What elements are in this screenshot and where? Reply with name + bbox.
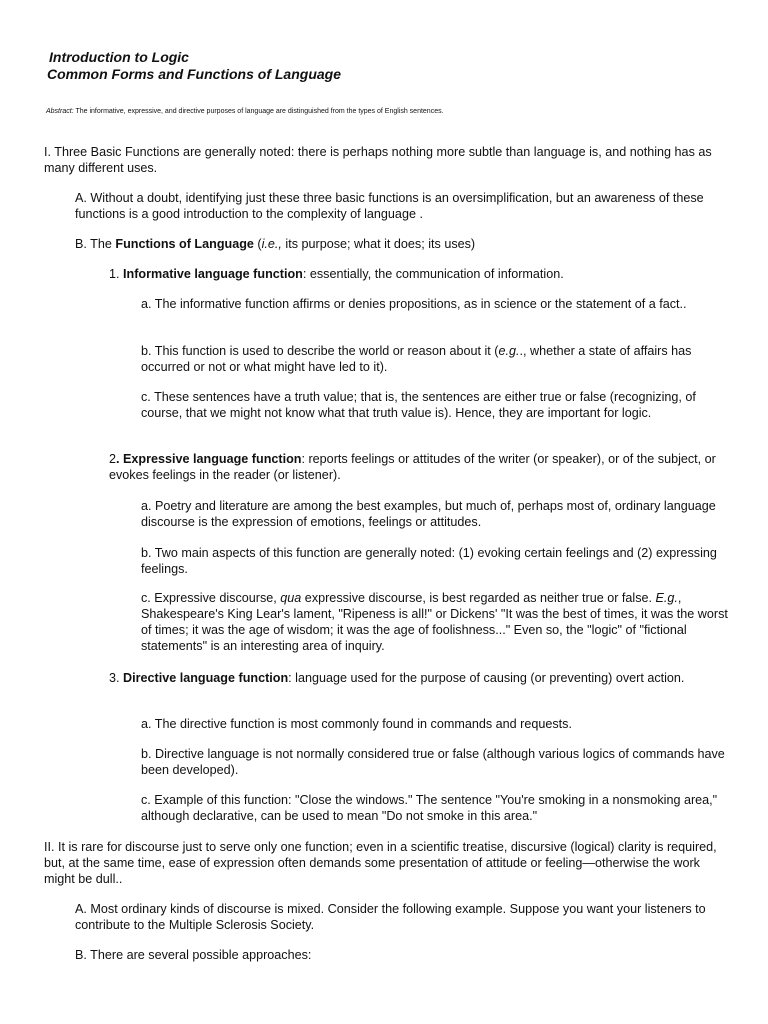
function-3-rest: : language used for the purpose of causing (or preventing) overt action. xyxy=(288,671,685,685)
function-1-b-post: ., whether a state of affairs has occurred or not or what might have led to it). xyxy=(141,344,692,374)
function-1-heading xyxy=(109,266,729,282)
section-i-b xyxy=(75,236,735,252)
section-ii: II. It is rare for discourse just to serve only one function; even in a scientific treatise, discursive (logical) clarity is required, but, at the same time, ease of expression often demands some presentation of attitude or feeling—otherwise the work might be dull.. xyxy=(44,840,717,886)
section-i-b-bold: Functions of Language xyxy=(115,237,254,251)
function-3-b: b. Directive language is not normally considered true or false (although various logics of commands have been developed). xyxy=(141,747,725,777)
function-2-c-italic1: qua xyxy=(280,591,302,605)
function-1-bold: Informative language function xyxy=(123,267,303,281)
section-i-b-prefix: B. The xyxy=(75,237,116,251)
function-2-heading xyxy=(109,451,729,483)
abstract-text: The informative, expressive, and directive purposes of language are distinguished from the types of English sentences. xyxy=(73,108,444,115)
section-i: I. Three Basic Functions are generally noted: there is perhaps nothing more subtle than language is, and nothing has as many different uses. xyxy=(44,145,712,175)
function-1-b xyxy=(141,343,731,375)
function-3-a: a. The directive function is most commonly found in commands and requests. xyxy=(141,717,572,731)
section-ii-b: B. There are several possible approaches: xyxy=(75,948,312,962)
function-2-a: a. Poetry and literature are among the best examples, but much of, perhaps most of, ordinary language discourse is the expression of emotions, feelings or attitudes. xyxy=(141,499,716,529)
function-3-prefix: 3. xyxy=(109,671,124,685)
function-2-c xyxy=(141,590,731,654)
function-3-heading xyxy=(109,670,729,686)
function-2-prefix: 2 xyxy=(109,452,117,466)
function-1-b-pre: b. This function is used to describe the world or reason about it ( xyxy=(141,344,499,358)
section-i-a: A. Without a doubt, identifying just these three basic functions is an oversimplification, but an awareness of these functions is a good introduction to the complexity of language . xyxy=(75,191,704,221)
function-1-c: c. These sentences have a truth value; that is, the sentences are either true or false (recognizing, of course, that we might not know what that truth value is). Hence, they are important for logic. xyxy=(141,390,696,420)
function-1-prefix: 1. xyxy=(109,267,124,281)
section-i-b-mid2: its purpose; what it does; its uses) xyxy=(281,237,476,251)
function-2-b: b. Two main aspects of this function are generally noted: (1) evoking certain feelings and (2) expressing feelings. xyxy=(141,546,717,576)
function-2-c-post: , Shakespeare's King Lear's lament, "Ripeness is all!" or Dickens' "It was the best of times, it was the worst of times; it was the age of wisdom; it was the age of foolishness..." Even so, the "logic" of "fictional statements" is an interesting area of inquiry. xyxy=(141,591,728,653)
function-1-b-italic: e.g. xyxy=(498,344,520,358)
function-2-bold: . Expressive language function xyxy=(116,452,302,466)
abstract xyxy=(46,107,444,117)
function-2-c-italic2: E.g. xyxy=(655,591,678,605)
document-subtitle: Common Forms and Functions of Language xyxy=(47,66,341,82)
abstract-label: Abstract: xyxy=(46,108,74,115)
function-2-c-mid: expressive discourse, is best regarded as neither true or false. xyxy=(301,591,656,605)
document-title: Introduction to Logic xyxy=(49,49,189,65)
section-i-b-mid1: ( xyxy=(253,237,262,251)
function-2-rest: : reports feelings or attitudes of the writer (or speaker), or of the subject, or evokes feelings in the reader (or listener). xyxy=(109,452,716,482)
function-3-c: c. Example of this function: "Close the windows." The sentence "You're smoking in a nonsmoking area," although declarative, can be used to mean "Do not smoke in this area." xyxy=(141,793,718,823)
function-2-c-pre: c. Expressive discourse, xyxy=(141,591,281,605)
function-1-a: a. The informative function affirms or denies propositions, as in science or the statement of a fact.. xyxy=(141,297,687,311)
section-ii-a: A. Most ordinary kinds of discourse is mixed. Consider the following example. Suppose you want your listeners to contribute to the Multiple Sclerosis Society. xyxy=(75,902,706,932)
function-1-rest: : essentially, the communication of information. xyxy=(302,267,564,281)
function-3-bold: Directive language function xyxy=(123,671,289,685)
section-i-b-italic: i.e., xyxy=(261,237,282,251)
